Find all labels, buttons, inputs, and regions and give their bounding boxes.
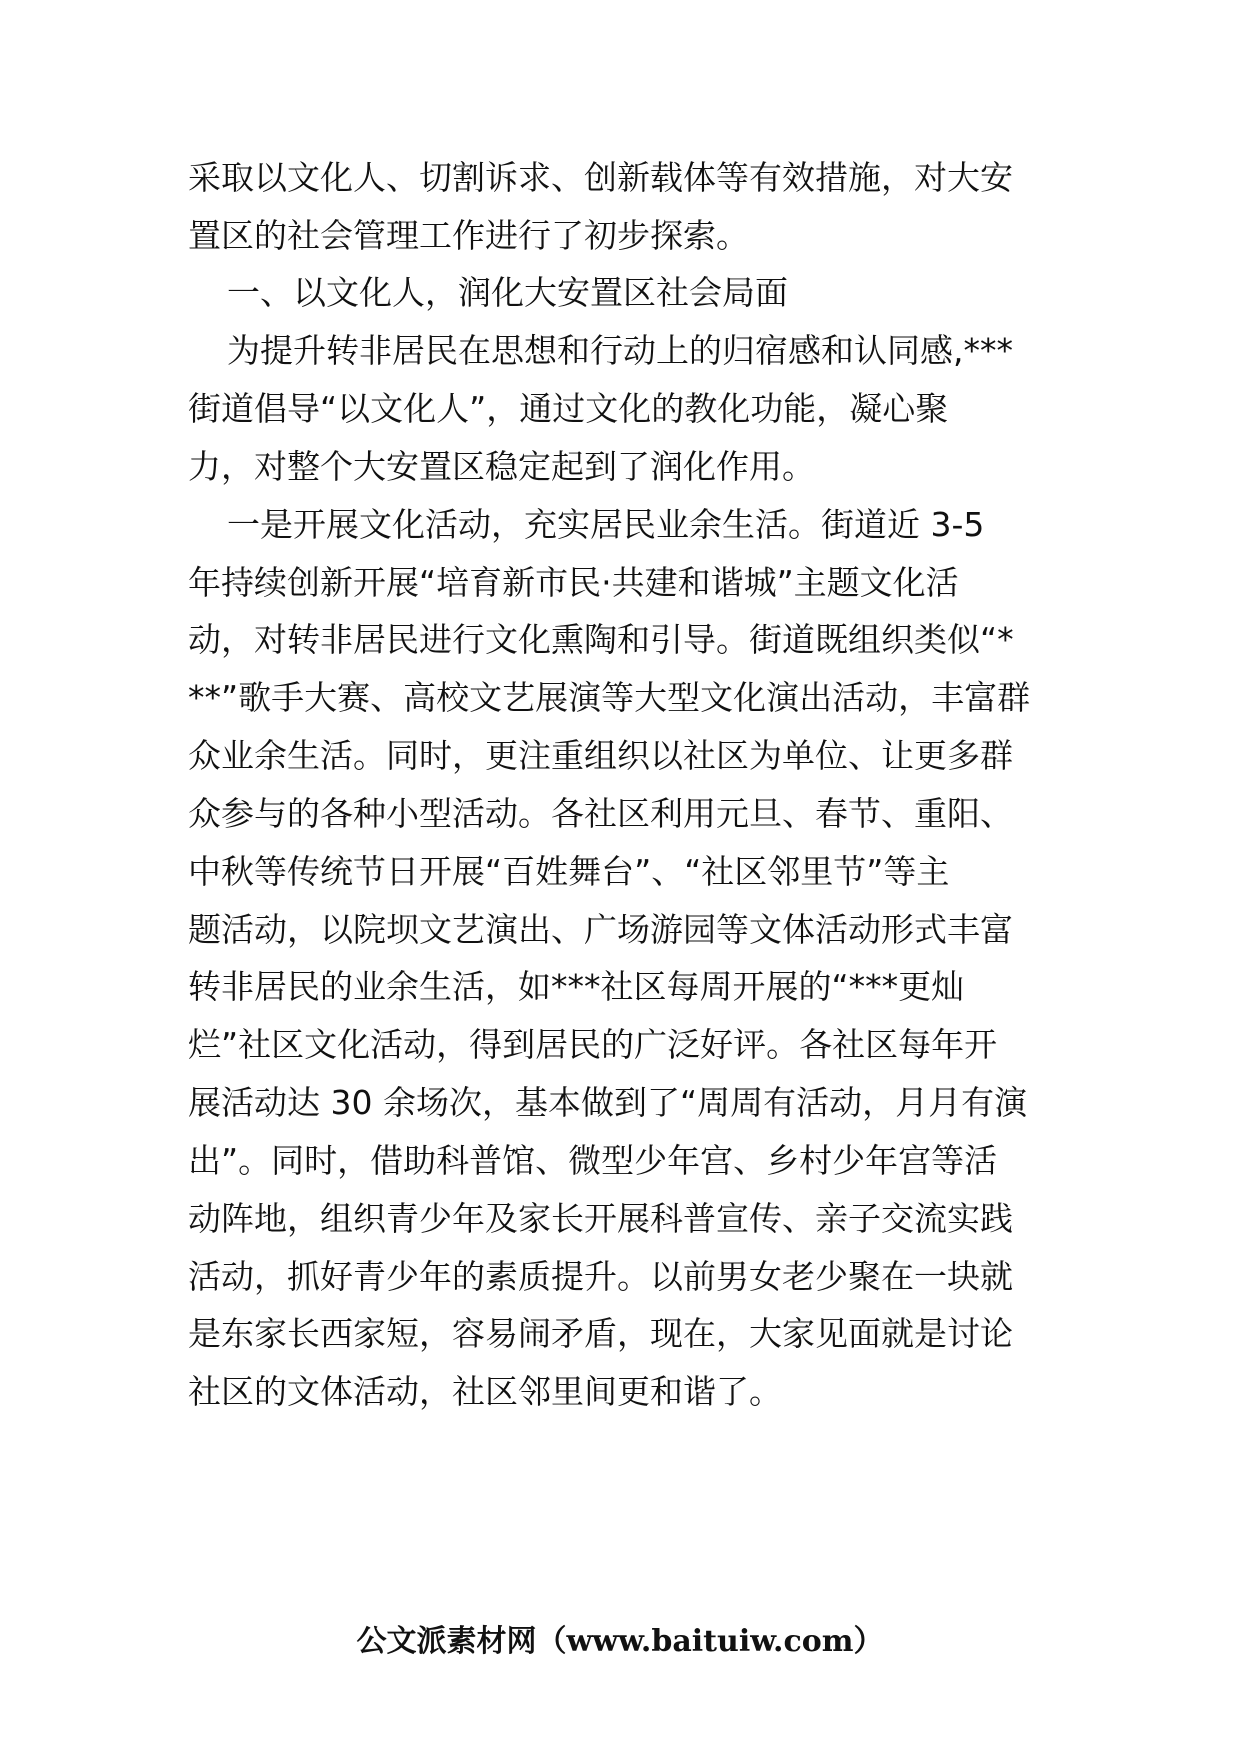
- body-text-line: 展活动达 30 余场次，基本做到了“周周有活动，月月有演: [188, 1083, 1028, 1122]
- body-text-line: 题活动，以院坝文艺演出、广场游园等文体活动形式丰富: [188, 910, 1013, 949]
- body-text-line: 活动，抓好青少年的素质提升。以前男女老少聚在一块就: [188, 1257, 1013, 1296]
- footer-watermark: 公文派素材网（www.baituiw.com）: [356, 1624, 884, 1659]
- body-text-line: 街道倡导“以文化人”，通过文化的教化功能，凝心聚: [188, 389, 949, 428]
- body-text-line: 是东家长西家短，容易闹矛盾，现在，大家见面就是讨论: [188, 1314, 1013, 1353]
- body-text-line: 动，对转非居民进行文化熏陶和引导。街道既组织类似“*: [188, 620, 1014, 659]
- body-text-line: 一是开展文化活动，充实居民业余生活。街道近 3-5: [227, 505, 985, 544]
- body-text-line: **”歌手大赛、高校文艺展演等大型文化演出活动，丰富群: [188, 678, 1031, 717]
- body-text-line: 中秋等传统节日开展“百姓舞台”、“社区邻里节”等主: [188, 852, 950, 891]
- body-text-line: 力，对整个大安置区稳定起到了润化作用。: [188, 447, 815, 486]
- body-text-line: 转非居民的业余生活，如***社区每周开展的“***更灿: [188, 967, 965, 1006]
- body-text-line: 众业余生活。同时，更注重组织以社区为单位、让更多群: [188, 736, 1013, 775]
- body-text-line: 年持续创新开展“培育新市民·共建和谐城”主题文化活: [188, 563, 959, 602]
- body-text-line: 社区的文体活动，社区邻里间更和谐了。: [188, 1372, 782, 1411]
- body-text-line: 为提升转非居民在思想和行动上的归宿感和认同感,***: [227, 331, 1013, 370]
- body-text-line: 出”。同时，借助科普馆、微型少年宫、乡村少年宫等活: [188, 1141, 998, 1180]
- section-heading: 一、以文化人，润化大安置区社会局面: [227, 273, 788, 312]
- body-text-line: 置区的社会管理工作进行了初步探索。: [188, 216, 749, 255]
- body-text-line: 烂”社区文化活动，得到居民的广泛好评。各社区每年开: [188, 1025, 998, 1064]
- body-text-line: 动阵地，组织青少年及家长开展科普宣传、亲子交流实践: [188, 1199, 1013, 1238]
- body-text-line: 采取以文化人、切割诉求、创新载体等有效措施，对大安: [188, 158, 1013, 197]
- body-text-line: 众参与的各种小型活动。各社区利用元旦、春节、重阳、: [188, 794, 1013, 833]
